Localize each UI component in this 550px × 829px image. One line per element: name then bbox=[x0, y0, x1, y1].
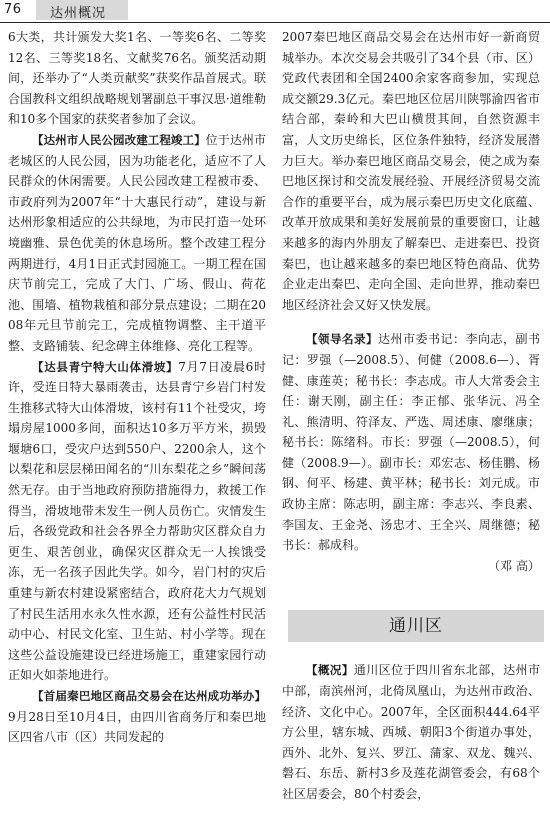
overview-entry bbox=[282, 660, 540, 804]
left-column bbox=[8, 27, 266, 748]
leaders-entry bbox=[282, 329, 540, 556]
right-column bbox=[282, 27, 540, 805]
park-entry bbox=[8, 130, 266, 357]
section-title: 通川区 bbox=[288, 610, 544, 642]
running-title: 达州概况 bbox=[50, 6, 107, 21]
fair-text-start: 9月28日至10月4日，由四川省商务厅和秦巴地区四省八市（区）共同发起的 bbox=[8, 709, 266, 745]
award-paragraph: 6大类，共计颁发大奖1名、一等奖6名、二等奖12名、三等奖18名、文献奖76名。颁奖活动期间，还举办了“人类贡献奖”获奖作品首展式。联合国教科文组织战略规划署副总干事汉思·道维勒和10多个国家的获奖者参加了会议。 bbox=[8, 30, 266, 127]
overview-heading: 【概况】 bbox=[306, 663, 354, 678]
page-header bbox=[0, 0, 550, 23]
park-heading: 【达州市人民公园改建工程竣工】 bbox=[32, 132, 206, 147]
page-number: 76 bbox=[4, 2, 22, 17]
landslide-heading: 【达县青宁特大山体滑坡】 bbox=[32, 359, 179, 374]
fair-entry bbox=[8, 686, 266, 748]
leaders-text: 达州市委书记：李向志，副书记：罗强（—2008.5）、何健（2008.6—）、胥健、康莲英；秘书长：李志成。市人大常委会主任：谢天刚，副主任：李正郁、张华沅、冯全礼、熊清明、符泽友、严选、周述康、廖继康；秘书长：陈绪科。市长：罗强（—2008.5），何健（2008.9—）。副市长：邓宏志、杨佳鹏、杨钢、何平、杨建、黄平林；秘书长：刘元成。市政协主席：陈志明，副主席：李志兴、李良素、李国友、王金尧、汤忠才、王全兴、周继德；秘书长：郝成科。 bbox=[282, 332, 540, 553]
leaders-heading: 【领导名录】 bbox=[306, 332, 378, 347]
landslide-entry bbox=[8, 357, 266, 687]
fair-text-continued: 2007秦巴地区商品交易会在达州市好一新商贸城举办。本次交易会共吸引了34个县（市、区）党政代表团和全国2400余家客商参加，实现总成交额29.3亿元。秦巴地区位居川陕鄂渝四省市结合部，秦岭和大巴山横贯其间，自然资源丰富，人文历史绵长，区位条件独特，经济发展潜力巨大。举办秦巴地区商品交易会，使之成为秦巴地区探讨和交流发展经验、开展经济贸易交流合作的重要平台，成为展示秦巴历史文化底蕴、改革开放成果和美好发展前景的重要窗口，让越来越多的海内外朋友了解秦巴、走进秦巴、投资秦巴，也让越来越多的秦巴地区特色商品、优势企业走出秦巴、走向全国、走向世界，推动秦巴地区经济社会又好又快发展。 bbox=[282, 30, 540, 312]
spacer bbox=[282, 315, 540, 329]
fair-heading: 【首届秦巴地区商品交易会在达州成功举办】 bbox=[32, 689, 266, 703]
overview-text: 通川区位于四川省东北部，达州市中部，南滨州河，北倚凤凰山，为达州市政治、经济、文化中心。2007年，全区面积444.64平方公里，辖东城、西城、朝阳3个街道办事处，西外、北外、复兴、罗江、蒲家、双龙、魏兴、磐石、东岳、新村3乡及莲花湖管委会，有68个社区居委会，80个村委会， bbox=[282, 663, 540, 801]
author-credit: （邓 高） bbox=[488, 558, 540, 573]
running-title-box bbox=[36, 0, 128, 20]
park-text: 位于达州市老城区的人民公园，因为功能老化，适应不了人民群众的休闲需要。人民公园改建工程被市委、市政府列为2007年“十大惠民行动”，建设与新达州形象相适应的公共绿地，为市民打造一处环境幽雅、景色优美的休息场所。整个改建工程分两期进行，4月1日正式封园施工。一期工程在国庆节前完工，完成了大门、广场、假山、荷花池、围墙、植物栽植和部分景点建设；二期在2008年元旦节前完工，完成植物调整、主干道平整、支路铺装、纪念碑主体维修、亮化工程等。 bbox=[8, 132, 266, 353]
landslide-text: 7月7日凌晨6时许，受连日特大暴雨袭击，达县青宁乡岩门村发生推移式特大山体滑坡，该村有11个社受灾，垮塌房屋1000多间，面积达10多万平方米，损毁堰塘6口，受灾户达到550户、2200余人，这个以梨花和层层梯田闻名的“川东梨花之乡”瞬间荡然无存。由于当地政府预防措施得力，救援工作得当，滑坡地带未发生一例人员伤亡。灾情发生后，各级党政和社会各界全力帮助灾区群众自力更生、艰苦创业，确保灾区群众无一人挨饿受冻，无一名孩子因此失学。如今，岩门村的灾后重建与新农村建设紧密结合，政府花大力气规划了村民生活用水永久性水源，还有公益性村民活动中心、村民文化室、卫生站、村小学等。现在这些公益设施建设已经进场施工，重建家园行动正如火如荼地进行。 bbox=[8, 359, 267, 683]
